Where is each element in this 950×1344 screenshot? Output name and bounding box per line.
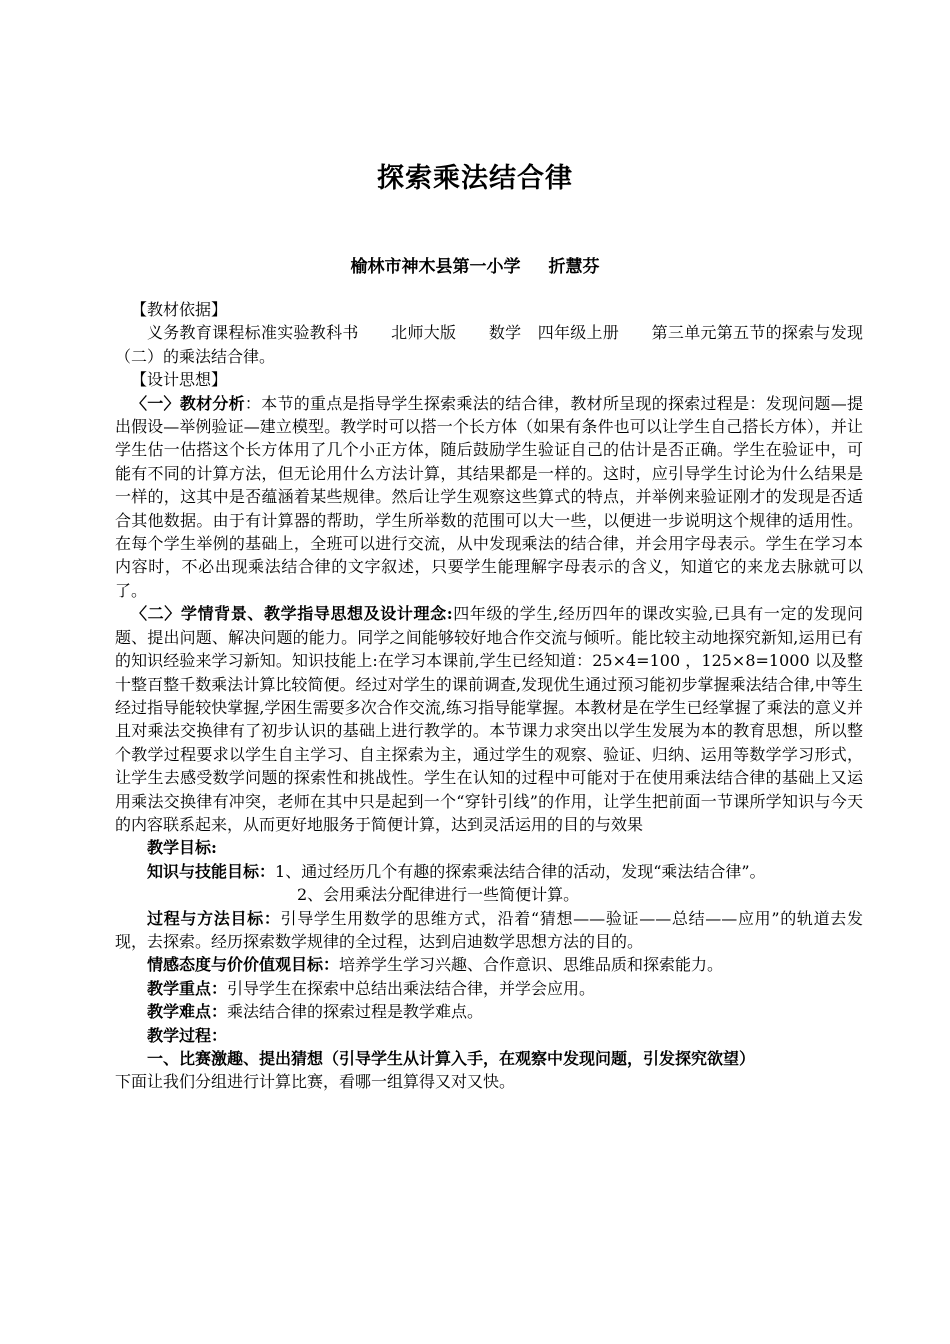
process-goal-label: 过程与方法目标：	[147, 908, 281, 928]
basis-heading: 【教材依据】	[131, 300, 228, 319]
author-name: 折慧芬	[548, 257, 600, 277]
knowledge-goal-1: 1、通过经历几个有趣的探索乘法结合律的活动，发现“乘法结合律”。	[275, 861, 766, 881]
background-label: 〈二〉学情背景、教学指导思想及设计理念:	[131, 604, 453, 624]
goals-heading: 教学目标:	[147, 838, 217, 858]
emotion-goal	[115, 953, 863, 976]
step1-text: 下面让我们分组进行计算比赛，看哪一组算得又对又快。	[115, 1072, 516, 1092]
background-text: 四年级的学生,经历四年的课改实验,已具有一定的发现问题、提出问题、解决问题的能力。同学之间能够较好地合作交流与倾听。能比较主动地探究新知,运用已有的知识经验来学习新知。知识技能上:在学习本课前,学生已经知道：25×4=100 ，125×8=1000 以及整十整百整千数乘法计算比较简便。经过对学生的课前调查,发现优生通过预习能初步掌握乘法结合律,中等生经过指导能较快掌握,学困生需要多次合作交流,练习指导能掌握。本教材是在学生已经掌握了乘法的意义并且对乘法交换律有了初步认识的基础上进行教学的。本节课力求突出以学生发展为本的教育思想，所以整个教学过程要求以学生自主学习、自主探索为主，通过学生的观察、验证、归纳、运用等数学学习形式，让学生去感受数学问题的探索性和挑战性。学生在认知的过程中可能对于在使用乘法结合律的基础上又运用乘法交换律有冲突，老师在其中只是起到一个“穿针引线”的作用，让学生把前面一节课所学知识与今天的内容联系起来，从而更好地服务于简便计算，达到灵活运用的目的与效果	[115, 604, 863, 834]
key-point	[115, 977, 863, 1000]
analysis-label: 〈一〉教材分析	[131, 393, 245, 413]
process-heading: 教学过程：	[147, 1025, 228, 1045]
knowledge-goal	[115, 860, 863, 883]
process-goal-text: 引导学生用数学的思维方式，沿着“猜想——验证——总结——应用”的轨道去发现，去探索。经历探索数学规律的全过程，达到启迪数学思想方法的目的。	[115, 908, 863, 951]
difficulty-label: 教学难点：	[147, 1002, 228, 1022]
document-body	[115, 298, 863, 1094]
document-title: 探索乘法结合律	[377, 163, 573, 194]
author-line	[0, 252, 950, 277]
key-point-text: 引导学生在探索中总结出乘法结合律，并学会应用。	[227, 978, 596, 998]
difficulty	[115, 1000, 863, 1023]
knowledge-goal-2: 2、会用乘法分配律进行一些简便计算。	[297, 885, 580, 905]
process-goal	[115, 907, 863, 954]
emotion-goal-text: 培养学生学习兴趣、合作意识、思维品质和探索能力。	[339, 955, 724, 975]
key-point-label: 教学重点：	[147, 978, 228, 998]
step1-heading: 一、比赛激趣、提出猜想（引导学生从计算入手，在观察中发现问题，引发探究欲望）	[147, 1049, 756, 1068]
difficulty-text: 乘法结合律的探索过程是教学难点。	[227, 1002, 484, 1022]
analysis-text: ：本节的重点是指导学生探索乘法的结合律，教材所呈现的探索过程是：发现问题—提出假设—举例验证—建立模型。教学时可以搭一个长方体（如果有条件也可以让学生自己搭长方体），并让学生估一估搭这个长方体用了几个小正方体，随后鼓励学生验证自己的估计是否正确。学生在验证中，可能有不同的计算方法，但无论用什么方法计算，其结果都是一样的。这时，应引导学生讨论为什么结果是一样的，这其中是否蕴涵着某些规律。然后让学生观察这些算式的特点，并举例来验证刚才的发现是否适合其他数据。由于有计算器的帮助，学生所举数的范围可以大一些，以便进一步说明这个规律的适用性。在每个学生举例的基础上，全班可以进行交流，从中发现乘法的结合律，并会用字母表示。学生在学习本内容时，不必出现乘法结合律的文字叙述，只要学生能理解字母表示的含义，知道它的来龙去脉就可以了。	[115, 393, 863, 600]
analysis-paragraph	[115, 392, 863, 603]
background-paragraph	[115, 602, 863, 836]
author-school: 榆林市神木县第一小学	[350, 257, 521, 277]
knowledge-label: 知识与技能目标：	[147, 861, 276, 881]
basis-text: 义务教育课程标准实验教科书 北师大版 数学 四年级上册 第三单元第五节的探索与发现（二）的乘法结合律。	[115, 323, 863, 366]
design-heading: 【设计思想】	[131, 370, 228, 390]
emotion-goal-label: 情感态度与价价值观目标：	[147, 955, 340, 975]
